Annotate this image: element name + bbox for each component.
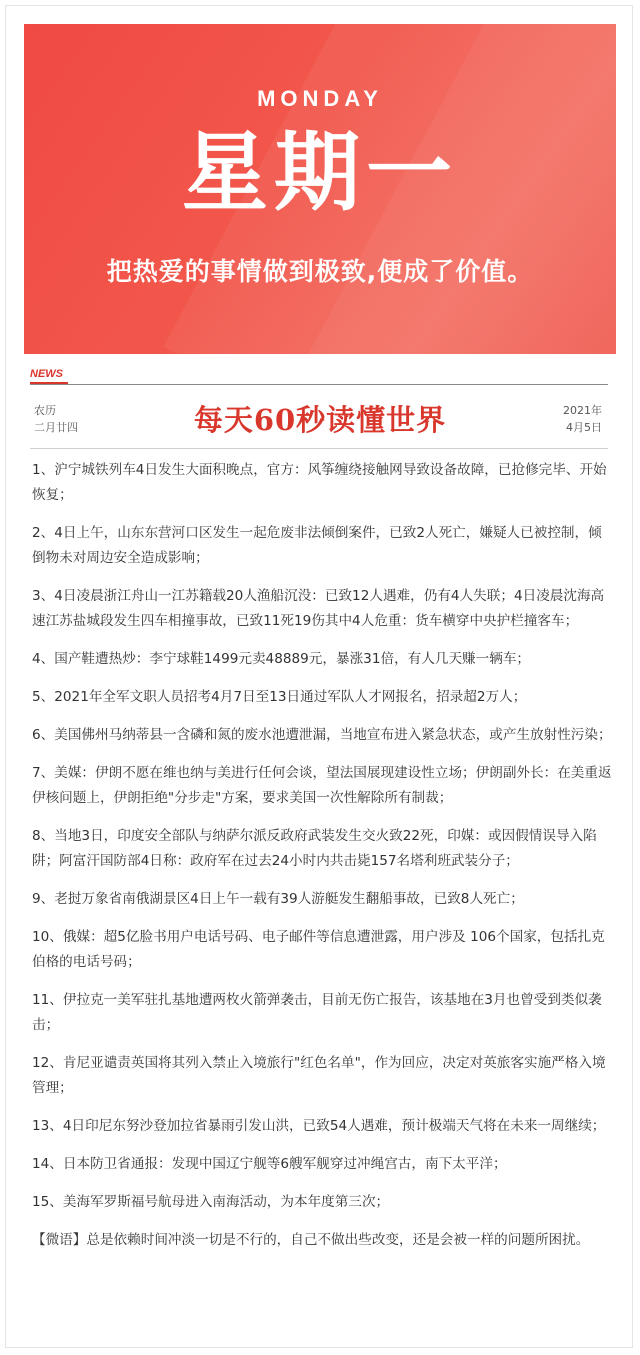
news-item: 13、4日印尼东努沙登加拉省暴雨引发山洪，已致54人遇难，预计极端天气将在未来一周继续； (32, 1118, 606, 1134)
page-title: 每天60秒读懂世界 (193, 403, 447, 437)
weekday-banner (24, 24, 616, 354)
date-month-day: 4月5日 (566, 421, 602, 434)
lunar-day: 二月廿四 (34, 421, 78, 434)
news-item: 15、美海军罗斯福号航母进入南海活动，为本年度第三次； (32, 1194, 390, 1210)
news-item: 10、俄媒：超5亿脸书用户电话号码、电子邮件等信息遭泄露，用户涉及 106个国家，包括扎克伯格的电话号码； (32, 929, 605, 970)
news-list (32, 458, 612, 1253)
news-item: 2、4日上午，山东东营河口区发生一起危废非法倾倒案件，已致2人死亡，嫌疑人已被控制，倾倒物未对周边安全造成影响； (32, 525, 602, 566)
news-item: 5、2021年全军文职人员招考4月7日至13日通过军队人才网报名，招录超2万人； (32, 689, 527, 705)
gregorian-date (522, 402, 602, 436)
lunar-date (34, 402, 104, 436)
news-item: 8、当地3日，印度安全部队与纳萨尔派反政府武装发生交火致22死，印媒：或因假情误导入陷阱；阿富汗国防部4日称：政府军在过去24小时内共击毙157名塔利班武装分子； (32, 828, 597, 869)
date-year: 2021年 (563, 404, 602, 417)
lunar-label: 农历 (34, 404, 56, 417)
news-item: 6、美国佛州马纳蒂县一含磷和氮的废水池遭泄漏，当地宣布进入紧急状态，或产生放射性污染； (32, 727, 612, 743)
news-item: 11、伊拉克一美军驻扎基地遭两枚火箭弹袭击，目前无伤亡报告，该基地在3月也曾受到类似袭击； (32, 992, 602, 1033)
news-tag: NEWS (30, 368, 63, 380)
news-item: 3、4日凌晨浙江舟山一江苏籍载20人渔船沉没：已致12人遇难，仍有4人失联；4日凌晨沈海高速江苏盐城段发生四车相撞事故，已致11死19伤其中4人危重：货车横穿中央护栏撞客车； (32, 588, 605, 629)
news-item: 14、日本防卫省通报：发现中国辽宁舰等6艘军舰穿过冲绳宫古，南下太平洋； (32, 1156, 507, 1172)
news-item: 7、美媒：伊朗不愿在维也纳与美进行任何会谈，望法国展现建设性立场；伊朗副外长：在美重返伊核问题上，伊朗拒绝"分步走"方案，要求美国一次性解除所有制裁； (32, 765, 612, 806)
divider (30, 384, 608, 385)
news-item: 12、肯尼亚谴责英国将其列入禁止入境旅行"红色名单"，作为回应，决定对英旅客实施严格入境管理； (32, 1055, 606, 1096)
news-item: 4、国产鞋遭热炒：李宁球鞋1499元卖48889元，暴涨31倍，有人几天赚一辆车； (32, 651, 531, 667)
news-item: 9、老挝万象省南俄湖景区4日上午一载有39人游艇发生翻船事故，已致8人死亡； (32, 891, 524, 907)
divider (30, 448, 608, 449)
news-item: 1、沪宁城铁列车4日发生大面积晚点，官方：风筝缠绕接触网导致设备故障，已抢修完毕、开始恢复； (32, 462, 607, 503)
weekday-chinese: 星期一 (182, 122, 458, 223)
weekday-english: MONDAY (257, 86, 383, 111)
daily-quote: 【微语】总是依赖时间冲淡一切是不行的，自己不做出些改变，还是会被一样的问题所困扰。 (32, 1232, 590, 1248)
banner-slogan: 把热爱的事情做到极致,便成了价值。 (106, 257, 534, 286)
